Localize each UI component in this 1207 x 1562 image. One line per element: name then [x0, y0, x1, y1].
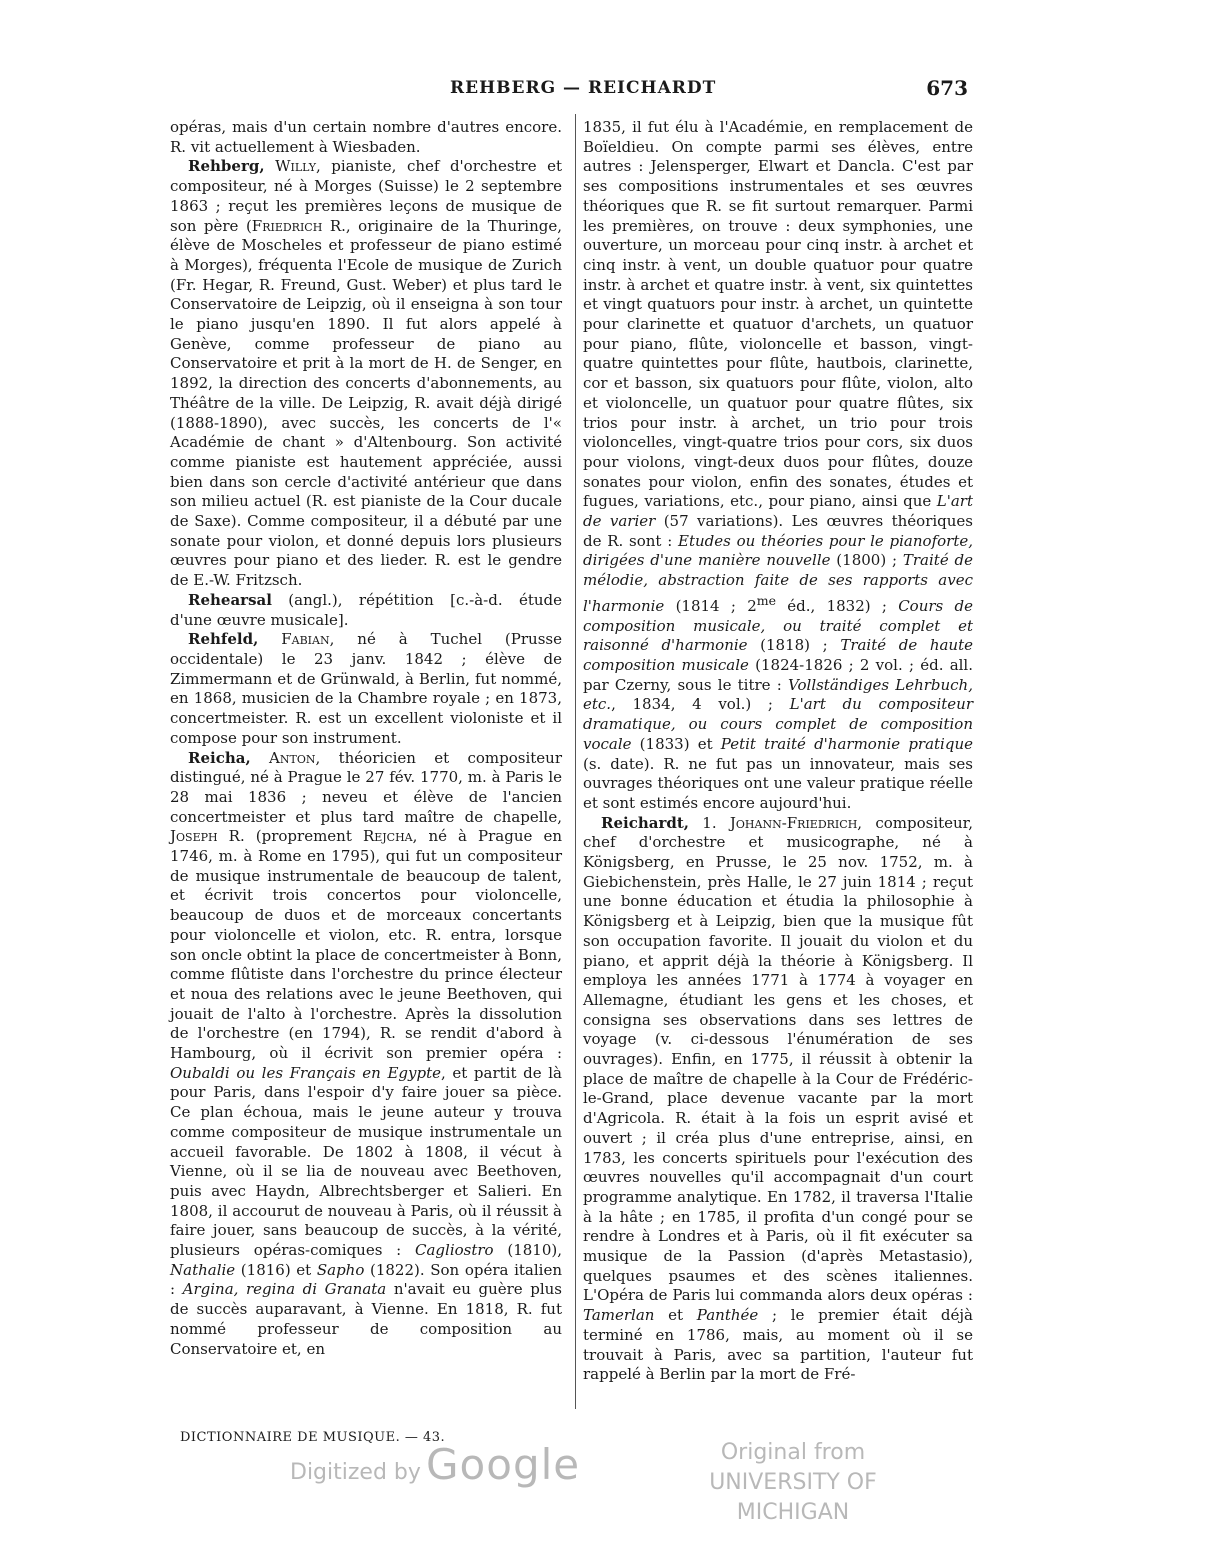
entry-text: (1824-1826 ; 2 vol. ; éd. all. par Czerny, sous le titre :	[583, 655, 973, 694]
headword: Rehearsal	[188, 590, 272, 609]
person-name: Friedrich	[251, 216, 323, 235]
work-title: Traité de mélodie, abstraction faite de ses rapports avec l'harmonie	[583, 551, 973, 615]
superscript: me	[756, 592, 777, 608]
entry-text: , et partit de là pour Paris, dans l'espoir d'y faire jouer sa pièce. Ce plan échoua, mais le jeune auteur y trouva comme compositeur de musique instrumentale un accueil favorable. De 1802 à 1808, il vécut à Vienne, où il se lia de nouveau avec Beethoven, puis avec Haydn, Albrechtsberger et Salieri. En 1808, il accourut de nouveau à Paris, où il réussit à faire jouer, sans beaucoup de succès, à la vérité, plusieurs opéras-comiques :	[170, 1063, 562, 1260]
entry-text: (57 variations). Les œuvres théoriques de R. sont :	[583, 512, 974, 550]
entry-text: (1800) ;	[830, 551, 903, 570]
entry-text: compositeur, chef d'orchestre et musicographe, né à Königsberg, en Prusse, le 25 nov. 1752, m. à Giebichenstein, près Halle, le 27 juin 1814 ; reçut une bonne éducation et étudia la philosophie à Königsberg et à Leipzig, bien que la musique fût son occupation favorite. Il jouait du violon et du piano, et apprit déjà la théorie à Königsberg. Il employa les années 1771 à 1774 à voyager en Allemagne, étudiant les gens et les choses, et consigna ses observations dans ses lettres de voyage (v. ci-dessous l'énumération de ses ouvrages). Enfin, en 1775, il réussit à obtenir la place de maître de chapelle à la Cour de Frédéric-le-Grand, place devenue vacante par la mort d'Agricola. R. était à la fois un esprit avisé et ouvert ; il créa plus d'une entreprise, ainsi, en 1783, les concerts spirituels pour l'exécution des œuvres nouvelles qu'il accompagnait d'un court programme analytique. En 1782, il traversa l'Italie à la hâte ; en 1785, il profita d'un congé pour se rendre à Londres et à Paris, où il fit exécuter sa musique de la Passion (d'après Metastasio), quelques psaumes et des scènes italiennes. L'Opéra de Paris lui commanda alors deux opéras :	[583, 813, 973, 1305]
left-column	[170, 118, 562, 1359]
work-title: Vollständiges Lehrbuch, etc.	[583, 675, 973, 714]
digitized-label: Digitized by	[290, 1460, 421, 1485]
entry-text: (1833) et	[631, 734, 721, 753]
university-label: UNIVERSITY OF MICHIGAN	[709, 1470, 877, 1525]
entry-reichardt	[583, 814, 973, 1385]
work-title: Traité de haute composition musicale	[583, 636, 973, 674]
work-title: Cours de composition musicale, ou traité complet et raisonné d'harmonie	[583, 596, 973, 655]
entry-text: , 1834, 4 vol.) ;	[611, 695, 790, 714]
headword: Reicha,	[188, 748, 251, 767]
entry-text: pianiste, chef d'orchestre et compositeur, né à Morges (Suisse) le 2 septembre 1863 ; reçut les premières leçons de musique de son père (	[170, 157, 562, 235]
work-title: Tamerlan	[583, 1306, 655, 1325]
running-title: REHBERG — REICHARDT	[450, 78, 717, 98]
work-title: Sapho	[316, 1260, 365, 1279]
entry-reicha-continued	[583, 118, 973, 814]
person-name: Joseph	[170, 827, 218, 846]
person-name: Johann-Friedrich,	[729, 813, 863, 832]
headword: Rehfeld,	[188, 630, 259, 649]
entry-text: (angl.), répétition [c.-à-d. étude d'une œuvre musicale].	[170, 590, 562, 629]
entry-text: théoricien et compositeur distingué, né à Prague le 27 fév. 1770, m. à Paris le 28 mai 1836 ; neveu et élève de l'ancien concertmeister et plus tard maître de chapelle,	[170, 748, 562, 826]
google-logo: Google	[426, 1440, 581, 1489]
work-title: Argina, regina di Granata	[182, 1280, 387, 1299]
entry-text: (s. date). R. ne fut pas un innovateur, mais ses ouvrages théoriques ont une valeur pratique réelle et sont estimés encore aujourd'hui.	[583, 754, 973, 812]
entry-text: ; le premier était déjà terminé en 1786, mais, au moment où il se trouvait à Paris, avec sa partition, l'auteur fut rappelé à Berlin par la mort de Fré-	[583, 1306, 973, 1384]
work-title: L'art de varier	[583, 492, 973, 531]
entry-text: n'avait eu guère plus de succès auparavant, à Vienne. En 1818, R. fut nommé professeur de composition au Conservatoire et, en	[170, 1280, 563, 1358]
work-title: Petit traité d'harmonie pratique	[720, 734, 973, 753]
column-divider	[575, 114, 576, 1409]
continuation-paragraph: opéras, mais d'un certain nombre d'autres encore. R. vit actuellement à Wiesbaden.	[170, 118, 562, 156]
entry-text: , né à Prague en 1746, m. à Rome en 1795), qui fut un compositeur de musique instrumentale de beaucoup de talent, et écrivit trois concertos pour violoncelle, beaucoup de duos et de morceaux concertants pour violoncelle et violon, etc. R. entra, lorsque son oncle obtint la place de concertmeister à Bonn, comme flûtiste dans l'orchestre du prince électeur et noua des relations avec le jeune Beethoven, qui jouait de l'alto à l'orchestre. Après la dissolution de l'orchestre (en 1794), R. se rendit d'abord à Hambourg, où il écrivit son premier opéra :	[170, 827, 562, 1063]
work-title: Oubaldi ou les Français en Egypte	[170, 1063, 441, 1082]
library-watermark	[668, 1438, 918, 1528]
person-name: Willy,	[275, 157, 321, 176]
work-title: Cagliostro	[415, 1241, 494, 1260]
entry-text: (1822). Son opéra italien :	[170, 1260, 562, 1299]
page-number: 673	[926, 76, 968, 100]
work-title: Panthée	[696, 1306, 759, 1325]
headword: Rehberg,	[188, 157, 265, 176]
original-from-label: Original from	[720, 1440, 866, 1465]
right-column	[583, 118, 973, 1385]
headword: Reichardt,	[601, 813, 690, 832]
person-name: Anton,	[269, 748, 321, 767]
entry-text: éd., 1832) ;	[776, 596, 899, 615]
entry-reicha	[170, 749, 562, 1360]
running-header	[170, 78, 970, 104]
entry-text: né à Tuchel (Prusse occidentale) le 23 janv. 1842 ; élève de Zimmermann et de Grünwald, à Berlin, fut nommé, en 1868, musicien de la Chambre royale ; en 1873, concertmeister. R. est un excellent violoniste et il compose pour son instrument.	[170, 630, 562, 747]
person-name: Rejcha	[362, 827, 413, 846]
signature-mark: DICTIONNAIRE DE MUSIQUE. — 43.	[180, 1430, 446, 1445]
entry-rehearsal	[170, 591, 562, 630]
work-title: L'art du compositeur dramatique, ou cours complet de composition vocale	[583, 695, 973, 753]
entry-text: (1814 ; 2	[664, 596, 757, 615]
entry-number: 1.	[689, 813, 730, 832]
entry-rehberg	[170, 157, 562, 590]
entry-text: R. (proprement	[217, 827, 363, 846]
entry-text: (1816) et	[235, 1260, 317, 1279]
work-title: Nathalie	[170, 1260, 236, 1279]
entry-rehfeld	[170, 630, 562, 748]
google-watermark	[290, 1440, 580, 1489]
entry-text: R., originaire de la Thuringe, élève de Moscheles et professeur de piano estimé à Morges), fréquenta l'Ecole de musique de Zurich (Fr. Hegar, R. Freund, Gust. Weber) et plus tard le Conservatoire de Leipzig, où il enseigna à son tour le piano jusqu'en 1890. Il fut alors appelé à Genève, comme professeur de piano au Conservatoire et prit à la mort de H. de Senger, en 1892, la direction des concerts d'abonnements, au Théâtre de la ville. De Leipzig, R. avait déjà dirigé (1888-1890), avec succès, les concerts de l'« Académie de chant » d'Altenbourg. Son activité comme pianiste est hautement appréciée, aussi bien dans son cercle d'activité antérieur que dans son milieu actuel (R. est pianiste de la Cour ducale de Saxe). Comme compositeur, il a débuté par une sonate pour violon, et donné depuis lors plusieurs œuvres pour piano et des lieder. R. est le gendre de E.-W. Fritzsch.	[170, 216, 562, 590]
person-name: Fabian,	[281, 630, 335, 649]
entry-text: et	[654, 1306, 697, 1325]
work-title: Etudes ou théories pour le pianoforte, dirigées d'une manière nouvelle	[583, 531, 973, 570]
entry-text: 1835, il fut élu à l'Académie, en remplacement de Boïeldieu. On compte parmi ses élèves, entre autres : Jelensperger, Elwart et Dancla. C'est par ses compositions instrumentales et ses œuvres théoriques que R. se fit surtout remarquer. Parmi les premières, on trouve : deux symphonies, une ouverture, un morceau pour cinq instr. à archet et cinq instr. à vent, un double quatuor pour quatre instr. à archet et quatre instr. à vent, six quintettes et vingt quatuors pour instr. à archet, un quintette pour clarinette et quatuor d'archets, un quatuor pour piano, flûte, violoncelle et basson, vingt-quatre quintettes pour flûte, hautbois, clarinette, cor et basson, six quatuors pour flûte, violon, alto et violoncelle, un quatuor pour quatre flûtes, six trios pour instr. à archet, un trio pour trois violoncelles, vingt-quatre trios pour cors, six duos pour violons, vingt-deux duos pour flûtes, douze sonates pour violon, enfin des sonates, études et fugues, variations, etc., pour piano, ainsi que	[583, 118, 973, 511]
entry-text: (1818) ;	[747, 636, 841, 655]
entry-text: (1810),	[493, 1241, 562, 1260]
